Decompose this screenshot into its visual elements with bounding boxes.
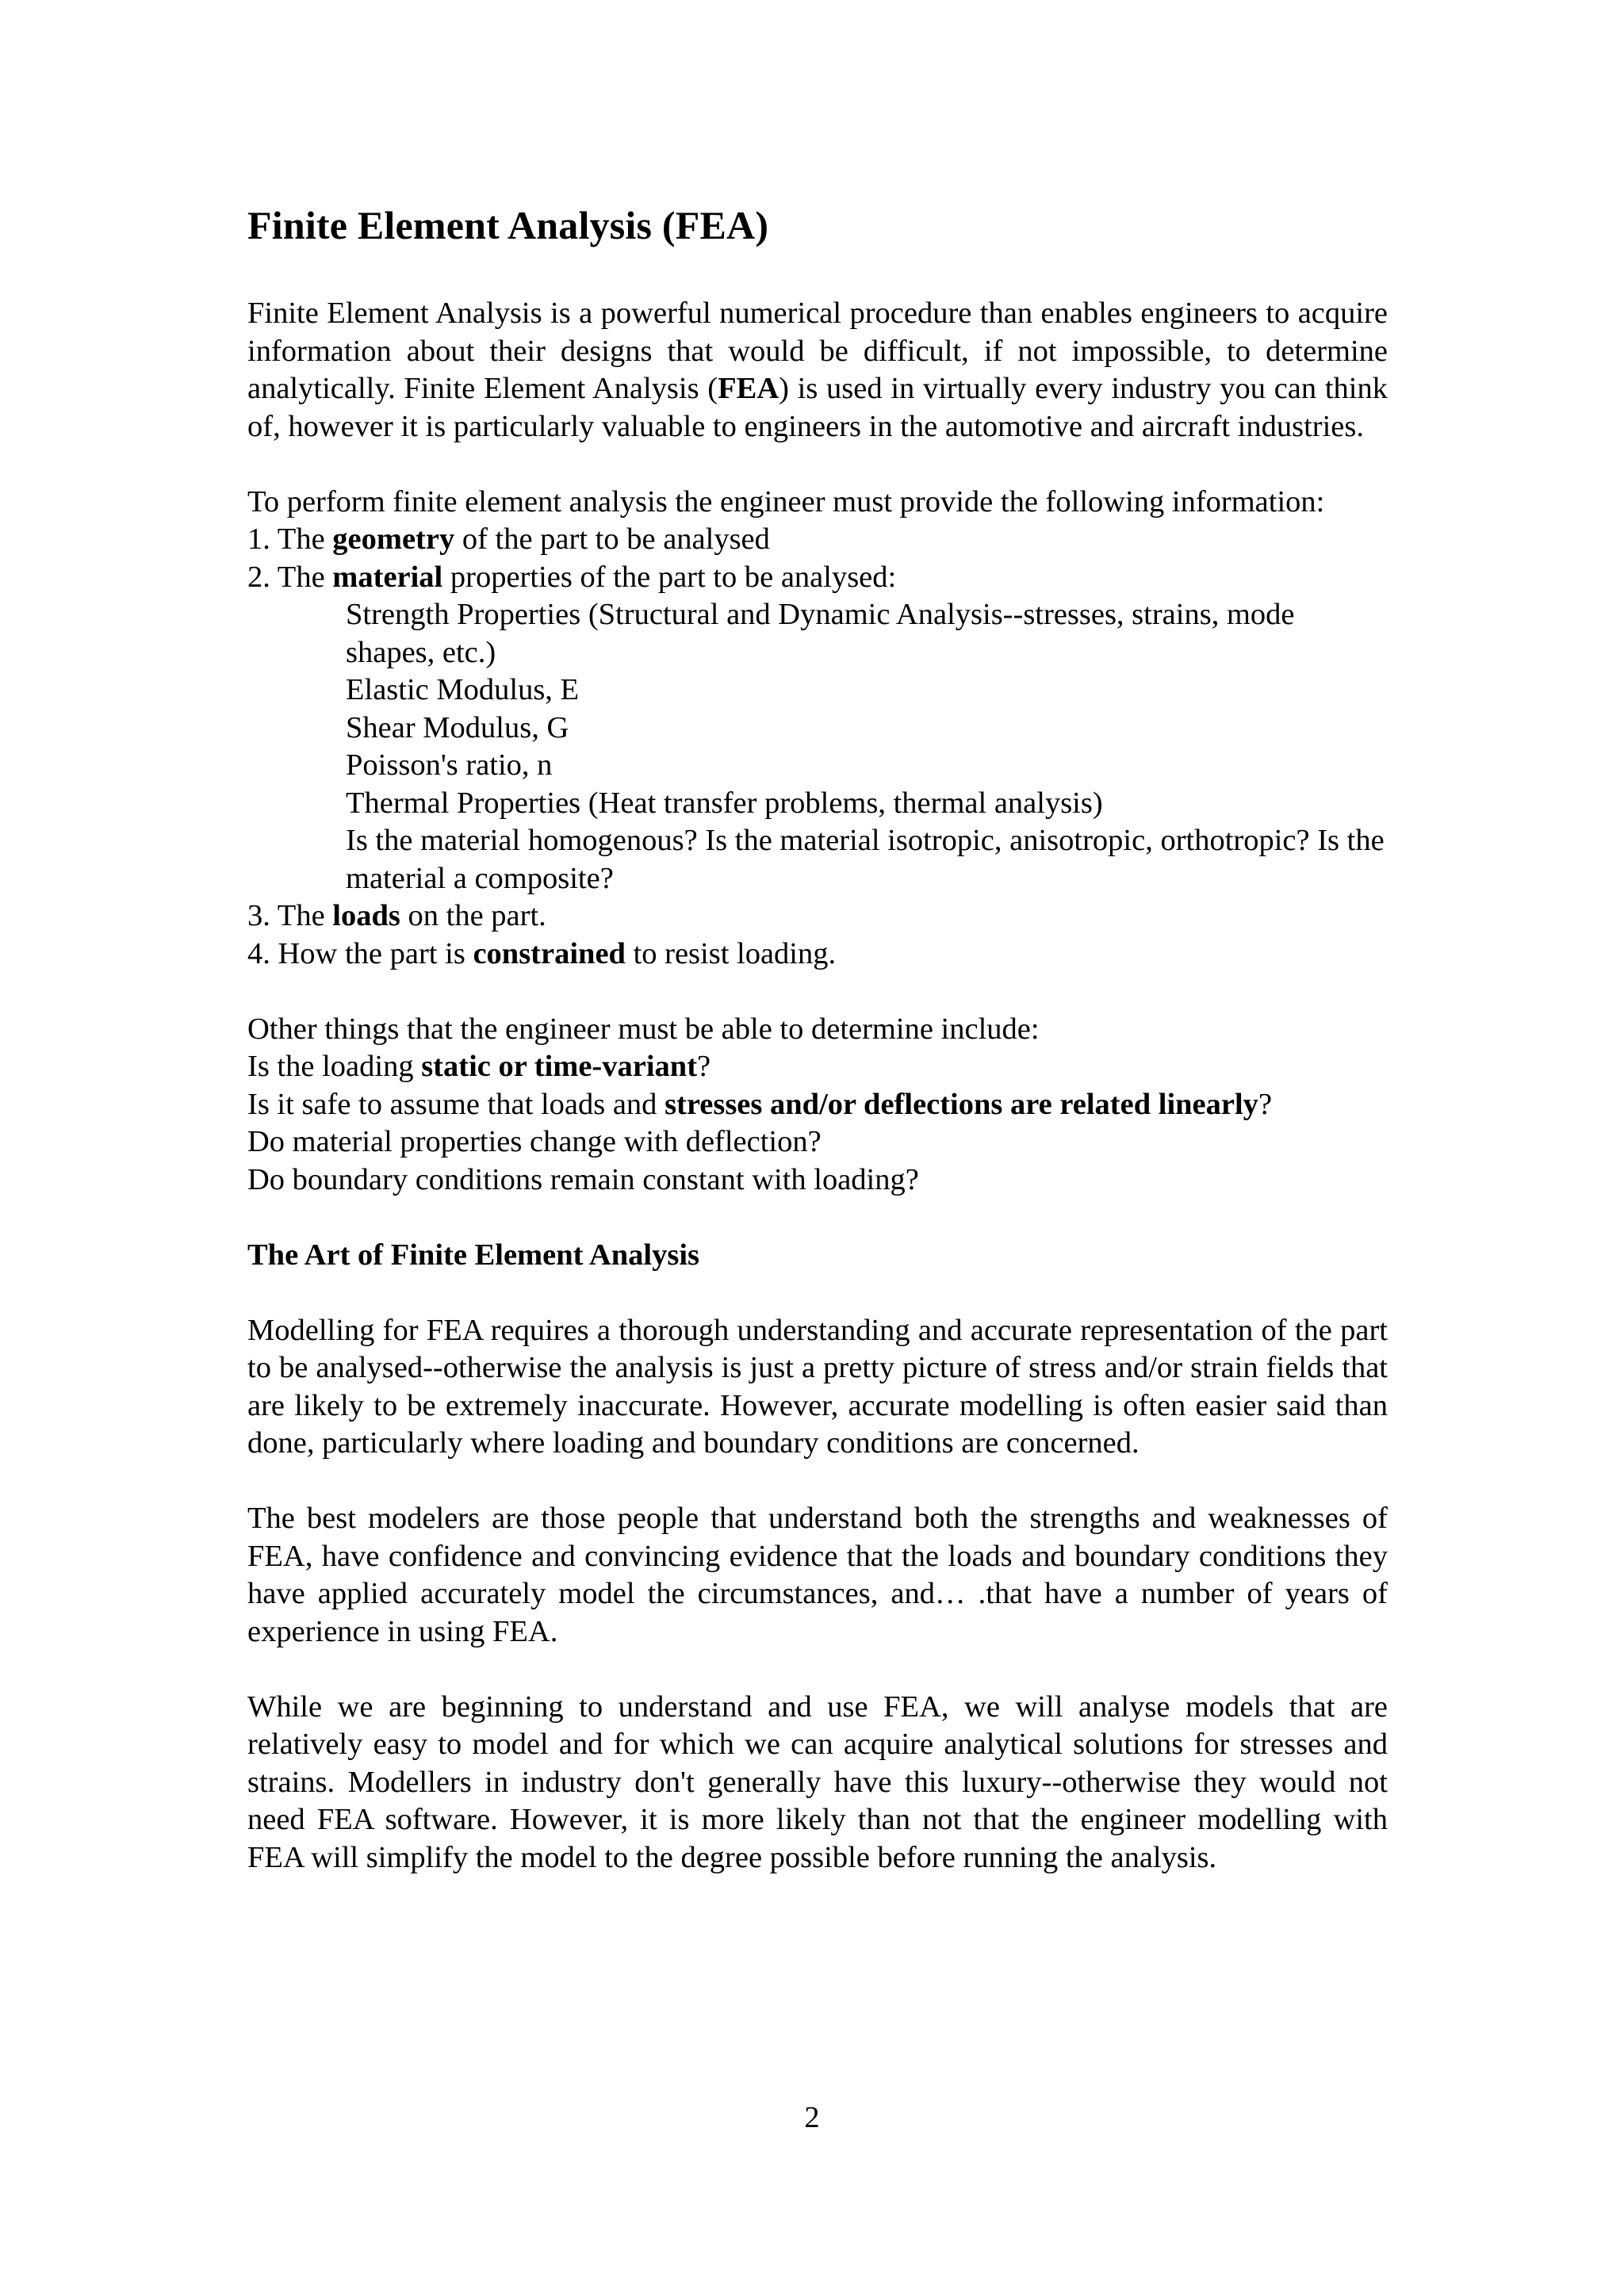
question-prefix: Is it safe to assume that loads and	[247, 1087, 665, 1121]
paragraph-best-modelers: The best modelers are those people that understand both the strengths and weaknesses of FEA, have confidence and convincing evidence that the loads and boundary conditions they have applied accurately model the circumstances, and… .that have a number of years of experience in using FEA.	[247, 1502, 1388, 1648]
list-item-suffix: properties of the part to be analysed:	[442, 560, 897, 594]
question-keyword: static or time-variant	[421, 1050, 698, 1083]
list-item-prefix: 4. How the part is	[247, 936, 473, 970]
paragraph-modelling: Modelling for FEA requires a thorough understanding and accurate representation of the part to be analysed--otherwise the analysis is just a pretty picture of stress and/or strain fields that are likely to be extremely inaccurate. However, accurate modelling is often easier said than done, particularly where loading and boundary conditions are concerned.	[247, 1313, 1388, 1460]
intro-text-part2: ) is used in virtually every industry you can think of, however it is particularly valuable to engineers in the automotive and aircraft industries.	[247, 372, 1388, 443]
list-item-keyword: material	[332, 560, 443, 594]
page-number: 2	[804, 2101, 820, 2134]
list-item-keyword: constrained	[473, 936, 626, 970]
list-item-keyword: loads	[332, 899, 400, 932]
fea-abbreviation: FEA	[718, 372, 779, 405]
list-item-prefix: 1. The	[247, 522, 333, 556]
other-things-intro: Other things that the engineer must be able to determine include:	[247, 1012, 1040, 1046]
subitem-shear-modulus: Shear Modulus, G	[346, 710, 569, 744]
list-item-suffix: of the part to be analysed	[454, 522, 770, 556]
question-prefix: Is the loading	[247, 1050, 422, 1083]
list-item-suffix: to resist loading.	[625, 936, 837, 970]
subitem-material-questions: Is the material homogenous? Is the material isotropic, anisotropic, orthotropic? Is the material a composite?	[346, 824, 1385, 895]
question-boundary-conditions: Do boundary conditions remain constant with loading?	[247, 1162, 919, 1196]
paragraph-beginning: While we are beginning to understand and use FEA, we will analyse models that are relatively easy to model and for which we can acquire analytical solutions for stresses and strains. Modellers in industry don't generally have this luxury--otherwise they would not need FEA software. However, it is more likely than not that the engineer modelling with FEA will simplify the model to the degree possible before running the analysis.	[247, 1689, 1388, 1874]
material-subitems	[247, 596, 1388, 897]
intro-text-part1: Finite Element Analysis is a powerful numerical procedure than enables engineers to acquire information about their designs that would be difficult, if not impossible, to determine analytically. Finite Element Analysis (	[247, 297, 1388, 405]
list-item-material	[247, 559, 1388, 597]
list-item-loads	[247, 897, 1388, 936]
page-content	[247, 193, 1388, 1877]
list-item-constrained	[247, 936, 1388, 974]
question-material-properties: Do material properties change with deflection?	[247, 1125, 822, 1158]
list-item-suffix: on the part.	[400, 899, 546, 932]
requirements-intro: To perform finite element analysis the engineer must provide the following information:	[247, 484, 1325, 519]
subitem-thermal-properties: Thermal Properties (Heat transfer problems, thermal analysis)	[346, 786, 1103, 820]
list-item-prefix: 3. The	[247, 899, 333, 932]
subitem-elastic-modulus: Elastic Modulus, E	[346, 673, 580, 706]
section-heading: The Art of Finite Element Analysis	[247, 1238, 699, 1272]
list-item-prefix: 2. The	[247, 560, 333, 594]
list-item-keyword: geometry	[332, 522, 455, 556]
subitem-poissons-ratio: Poisson's ratio, n	[346, 748, 553, 782]
question-linearity	[247, 1086, 1388, 1124]
question-suffix: ?	[1258, 1087, 1273, 1121]
intro-paragraph	[247, 295, 1388, 446]
question-loading	[247, 1048, 1388, 1086]
list-item-geometry	[247, 521, 1388, 559]
subitem-strength-properties: Strength Properties (Structural and Dynamic Analysis--stresses, strains, mode shapes, etc.)	[346, 598, 1295, 669]
question-suffix: ?	[697, 1050, 711, 1083]
page-title: Finite Element Analysis (FEA)	[247, 203, 769, 247]
question-keyword: stresses and/or deflections are related linearly	[665, 1087, 1258, 1121]
